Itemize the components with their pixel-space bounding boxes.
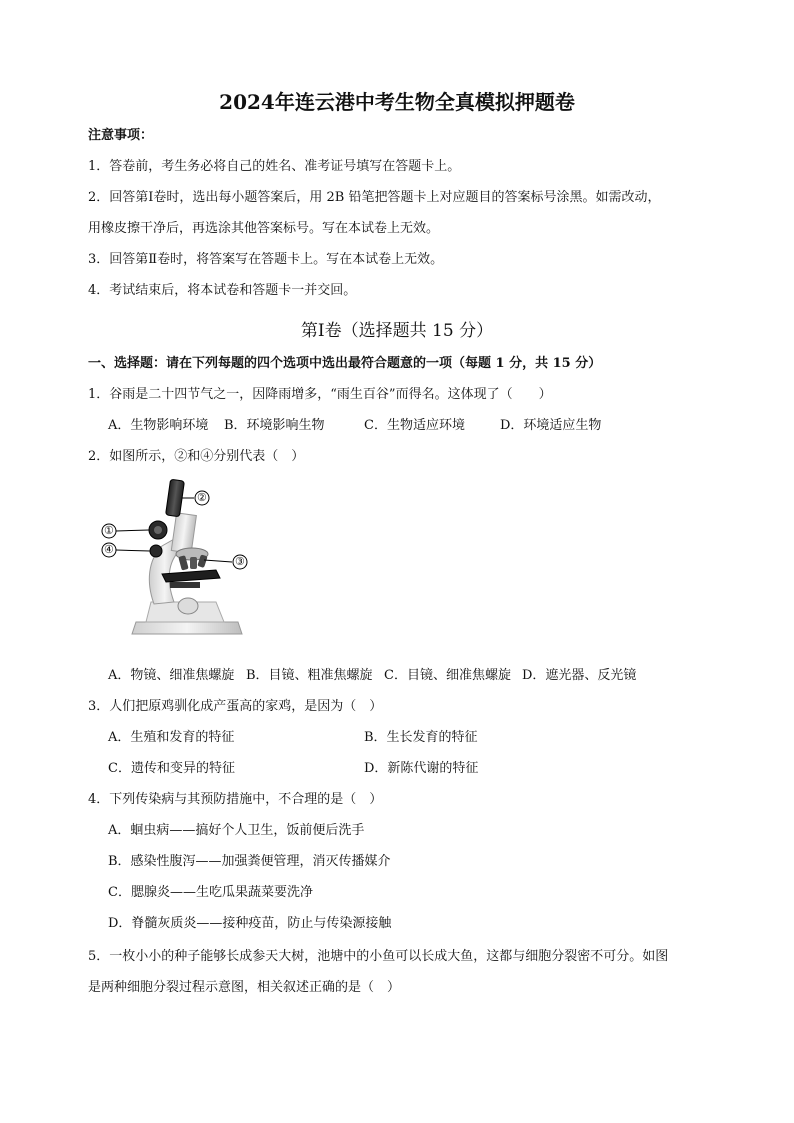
notice-item-3: 3．回答第Ⅱ卷时，将答案写在答题卡上。写在本试卷上无效。 (88, 252, 444, 267)
question-4-option-d: D．脊髓灰质炎——接种疫苗，防止与传染源接触 (108, 916, 392, 931)
notice-item-2: 2．回答第Ⅰ卷时，选出每小题答案后，用 2B 铅笔把答题卡上对应题目的答案标号涂黑。如需改动， (88, 190, 661, 205)
question-2-option-c: C．目镜、细准焦螺旋 (384, 668, 511, 683)
question-2-option-d: D．遮光器、反光镜 (522, 668, 637, 683)
question-4-option-c: C．腮腺炎——生吃瓜果蔬菜要洗净 (108, 885, 313, 900)
question-4-option-a: A．蛔虫病——搞好个人卫生，饭前便后洗手 (108, 823, 365, 838)
question-1-stem: 1．谷雨是二十四节气之一，因降雨增多，“雨生百谷”而得名。这体现了（ ） (88, 387, 552, 402)
page-title: 2024年连云港中考生物全真模拟押题卷 (219, 90, 575, 114)
figure-label-2: ② (197, 491, 207, 504)
figure-label-3: ③ (235, 555, 245, 568)
notice-item-4: 4．考试结束后，将本试卷和答题卡一并交回。 (88, 283, 357, 298)
question-5-stem: 5．一枚小小的种子能够长成参天大树，池塘中的小鱼可以长成大鱼，这都与细胞分裂密不可分。如图 (88, 949, 669, 964)
question-2-option-b: B．目镜、粗准焦螺旋 (246, 668, 373, 683)
question-4-option-b: B．感染性腹泻——加强粪便管理，消灭传播媒介 (108, 854, 391, 869)
section-title: 第Ⅰ卷（选择题共 15 分） (300, 321, 494, 341)
microscope-figure (96, 472, 266, 642)
question-3-stem: 3．人们把原鸡驯化成产蛋高的家鸡，是因为（ ） (88, 699, 383, 714)
question-3-option-d: D．新陈代谢的特征 (364, 761, 479, 776)
question-3-option-a: A．生殖和发育的特征 (108, 730, 235, 745)
question-2-option-a: A．物镜、细准焦螺旋 (108, 668, 235, 683)
question-1-option-d: D．环境适应生物 (500, 418, 602, 433)
figure-label-1: ① (104, 524, 114, 537)
question-3-option-b: B．生长发育的特征 (364, 730, 478, 745)
notice-item-2-cont: 用橡皮擦干净后，再选涂其他答案标号。写在本试卷上无效。 (88, 221, 440, 236)
question-5-stem-cont: 是两种细胞分裂过程示意图，相关叙述正确的是（ ） (88, 980, 401, 995)
question-4-stem: 4．下列传染病与其预防措施中，不合理的是（ ） (88, 792, 383, 807)
notice-item-1: 1．答卷前，考生务必将自己的姓名、准考证号填写在答题卡上。 (88, 159, 461, 174)
figure-label-4: ④ (104, 543, 114, 556)
question-1-option-b: B．环境影响生物 (224, 418, 325, 433)
notice-heading: 注意事项： (88, 128, 154, 143)
question-3-option-c: C．遗传和变异的特征 (108, 761, 235, 776)
question-1-option-c: C．生物适应环境 (364, 418, 465, 433)
part-heading: 一、选择题：请在下列每题的四个选项中选出最符合题意的一项（每题 1 分，共 15 分） (88, 356, 602, 371)
question-1-option-a: A．生物影响环境 (108, 418, 209, 433)
question-2-stem: 2．如图所示，②和④分别代表（ ） (88, 449, 305, 464)
